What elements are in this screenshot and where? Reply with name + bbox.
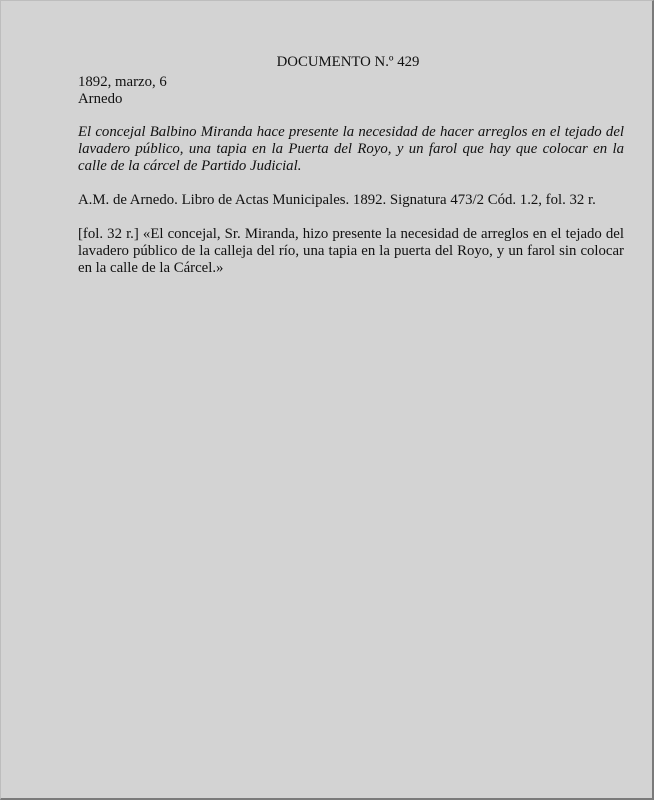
document-summary: El concejal Balbino Miranda hace presente la necesidad de hacer arreglos en el tejado del lavadero público, una tapia en la Puerta del Royo, y un farol que hay que colocar en la calle de la cárcel de Partido Judicial. [78, 124, 624, 174]
document-transcription: [fol. 32 r.] «El concejal, Sr. Miranda, hizo presente la necesidad de arreglos en el tejado del lavadero público de la calleja del río, una tapia en la puerta del Royo, y un farol sin colocar en la calle de la Cárcel.» [78, 226, 624, 276]
document-place: Arnedo [78, 91, 123, 107]
document-number: DOCUMENTO N.º 429 [276, 54, 420, 70]
document-date: 1892, marzo, 6 [78, 74, 167, 90]
document-body [78, 74, 624, 277]
archival-source: A.M. de Arnedo. Libro de Actas Municipales. 1892. Signatura 473/2 Cód. 1.2, fol. 32 r. [78, 192, 596, 208]
